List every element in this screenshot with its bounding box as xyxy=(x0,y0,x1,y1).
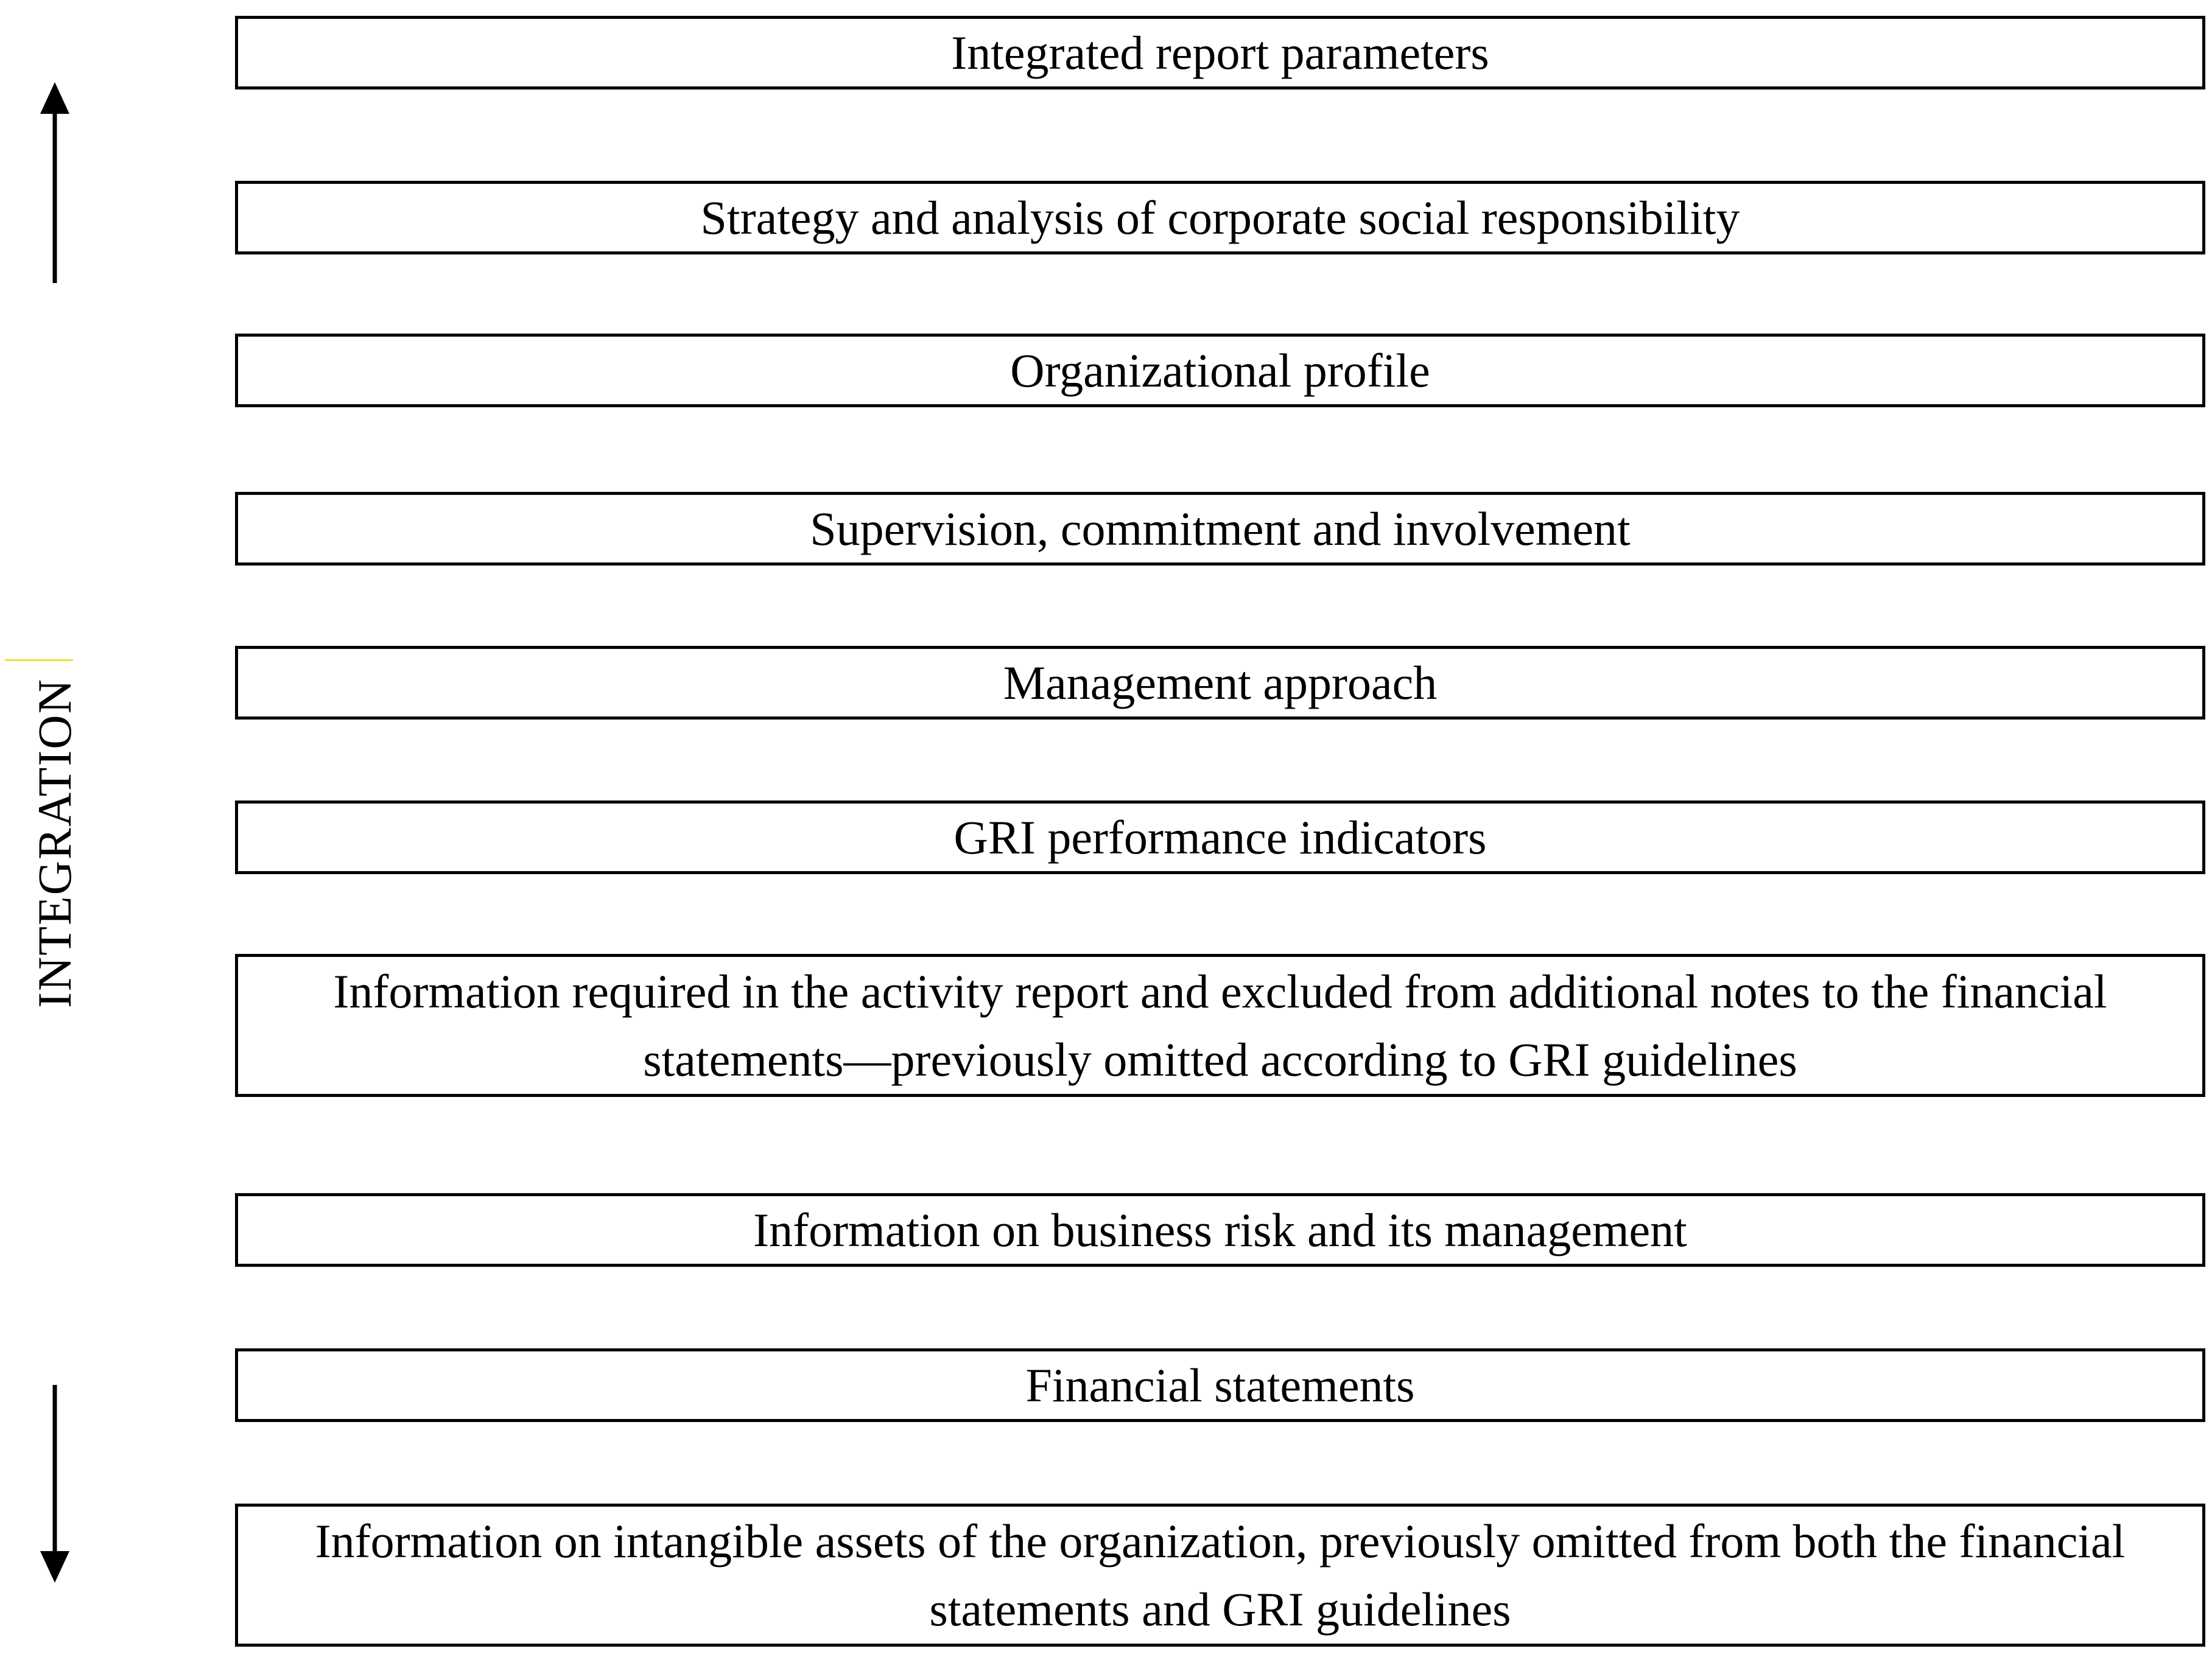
box-text: Information required in the activity report and excluded from additional notes to the financial statements—previously omitted according to GRI guidelines xyxy=(333,964,2107,1086)
box-integrated-report-parameters xyxy=(235,16,2205,89)
box-activity-report-information xyxy=(235,954,2205,1097)
up-arrow-icon xyxy=(37,82,73,286)
box-management-approach xyxy=(235,646,2205,720)
box-text: Supervision, commitment and involvement xyxy=(810,502,1631,555)
box-text: Management approach xyxy=(1003,656,1438,709)
box-supervision-commitment xyxy=(235,492,2205,566)
box-intangible-assets xyxy=(235,1504,2205,1647)
box-text: Integrated report parameters xyxy=(951,26,1489,79)
box-strategy-and-analysis xyxy=(235,181,2205,254)
box-text: Strategy and analysis of corporate social responsibility xyxy=(700,191,1740,244)
box-text: Financial statements xyxy=(1025,1358,1415,1412)
box-text: Information on intangible assets of the organization, previously omitted from both the financial statements and GRI guidelines xyxy=(315,1514,2126,1636)
box-organizational-profile xyxy=(235,334,2205,407)
box-business-risk xyxy=(235,1193,2205,1267)
integration-label: INTEGRATION xyxy=(28,678,81,1008)
box-text: GRI performance indicators xyxy=(953,810,1487,864)
box-gri-performance-indicators xyxy=(235,800,2205,874)
side-label-accent-line xyxy=(5,659,73,661)
box-text: Organizational profile xyxy=(1010,343,1430,397)
box-financial-statements xyxy=(235,1348,2205,1422)
down-arrow-icon xyxy=(37,1385,73,1583)
box-text: Information on business risk and its management xyxy=(753,1203,1687,1256)
